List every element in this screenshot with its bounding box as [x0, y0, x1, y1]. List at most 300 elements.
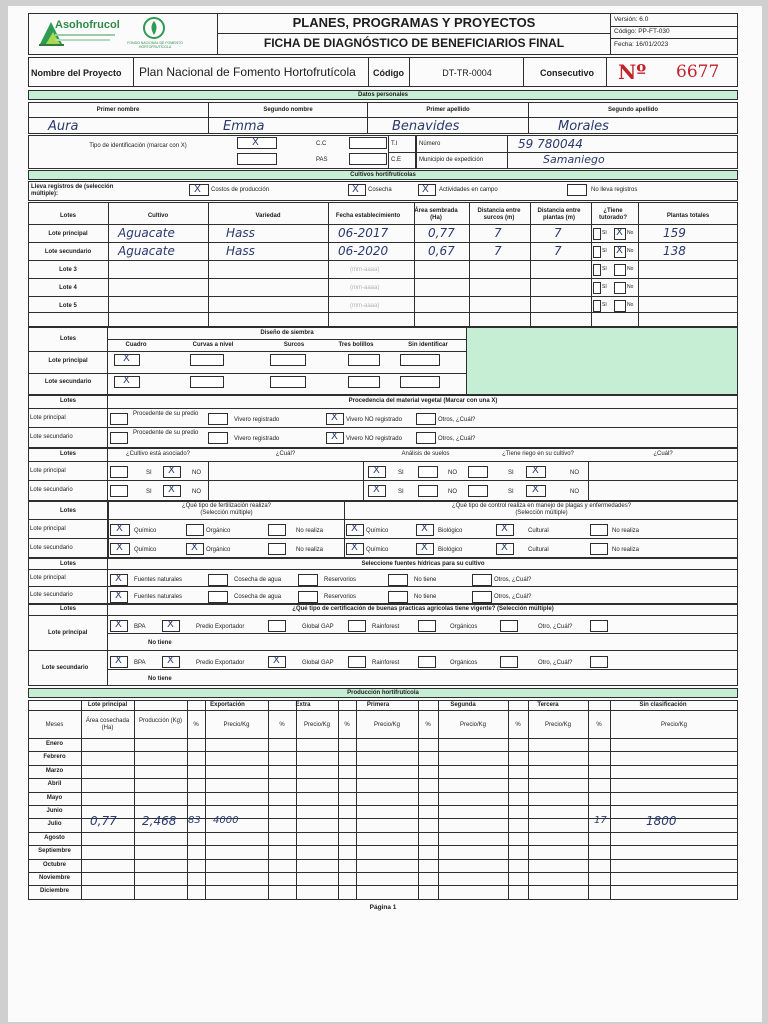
project-label: Nombre del Proyecto	[31, 68, 122, 78]
prod-col-line	[134, 700, 135, 900]
tutor-no-mark: X	[616, 245, 623, 256]
water-lp-reservorios-checkbox[interactable]	[298, 574, 318, 586]
prod-col-line	[338, 700, 339, 900]
prod-precio-header: Precio/Kg	[544, 722, 571, 728]
cert-lp-exportador-mark: X	[167, 619, 174, 630]
prod-header-line	[28, 710, 738, 711]
prod-row-line	[28, 845, 738, 846]
tutor-no-checkbox[interactable]	[614, 264, 626, 276]
cert-lotes-col	[28, 604, 108, 686]
cert-lp-otro-checkbox[interactable]	[590, 620, 608, 632]
first-surname-header: Primer apellido	[426, 107, 470, 113]
prod-header-line	[28, 738, 738, 739]
design-divider	[108, 339, 466, 340]
assoc-si-label: SI	[146, 470, 152, 476]
fert-lotes-label: Lotes	[59, 508, 76, 514]
material-lp-label: Lote principal	[30, 415, 66, 421]
fert-divider	[28, 519, 738, 520]
prod-cat-5: Sin clasificación	[639, 702, 687, 708]
cert-ls-organicos-checkbox[interactable]	[500, 656, 518, 668]
cert-lp-bpa-mark: X	[115, 619, 122, 630]
prod-pct-header: %	[193, 722, 199, 728]
tutor-no-label: No	[627, 284, 634, 290]
crop-fecha-value[interactable]: 06-2017	[338, 226, 389, 240]
pest-lp-quimico-mark: X	[351, 523, 358, 534]
field-activities-mark: X	[422, 184, 429, 195]
prod-row-line	[28, 872, 738, 873]
crops-row-line	[28, 312, 738, 313]
cert-lotes-label: Lotes	[59, 606, 76, 612]
harvest-mark: X	[352, 184, 359, 195]
material-lp-vivero-checkbox[interactable]	[208, 413, 228, 425]
cert-bpa-label: BPA	[134, 624, 146, 630]
crop-area-value[interactable]: 0,67	[428, 244, 455, 258]
crop-plantas-value[interactable]: 138	[663, 244, 686, 258]
pest-biologico-label: Biológico	[438, 547, 463, 553]
material-noreg-label: Vivero NO registrado	[346, 417, 402, 423]
ti-label: T.I	[391, 141, 398, 147]
prod-col-line	[438, 700, 439, 900]
crops-col-line	[638, 202, 639, 327]
prod-month-label: Septiembre	[38, 848, 71, 855]
second-surname-value[interactable]: Morales	[558, 119, 609, 134]
tutor-si-label: SI	[602, 284, 607, 290]
material-otros-label: Otros, ¿Cuál?	[438, 417, 476, 423]
water-divider	[28, 569, 738, 570]
prod-col-line	[205, 700, 206, 900]
design-opt-cuadro: Cuadro	[125, 342, 147, 348]
prod-pct-header: %	[344, 722, 350, 728]
tutor-no-label: No	[627, 266, 634, 272]
prod-month-label: Mayo	[46, 794, 63, 801]
crop-fecha-placeholder: (mm-aaaa)	[350, 303, 380, 309]
julio-sin-pct-value[interactable]: 17	[594, 815, 607, 827]
cert-rainforest-label: Rainforest	[372, 660, 400, 666]
pest-norealiza-label: No realiza	[612, 547, 640, 553]
crops-head-lotes: Lotes	[59, 213, 76, 219]
water-otros-label: Otros, ¿Cuál?	[494, 594, 532, 600]
prod-row-line	[28, 885, 738, 886]
water-naturales-label: Fuentes naturales	[134, 594, 183, 600]
crop-area-value[interactable]: 0,77	[428, 226, 455, 240]
pest-norealiza-label: No realiza	[612, 528, 640, 534]
prod-lp-label: Lote principal	[87, 702, 128, 708]
title-divider	[218, 33, 610, 34]
prod-cat-0: Exportación	[210, 702, 245, 708]
design-ls-opt3-checkbox[interactable]	[270, 376, 306, 388]
cert-divider	[28, 650, 738, 651]
pest-lp-norealiza-checkbox[interactable]	[590, 524, 608, 536]
irr-ls-no-mark: X	[532, 484, 539, 495]
soil-lp-si-mark: X	[373, 465, 380, 476]
material-noreg-label: Vivero NO registrado	[346, 436, 402, 442]
cert-notiene-label: No tiene	[148, 640, 172, 646]
prod-row-line	[28, 805, 738, 806]
id-number-value[interactable]: 59 780044	[518, 137, 583, 151]
number-sign: Nº	[618, 60, 647, 84]
tutor-si-label: SI	[602, 248, 607, 254]
design-lp-opt4-checkbox[interactable]	[348, 354, 380, 366]
julio-area-value[interactable]: 0,77	[90, 814, 117, 829]
prod-month-label: Abril	[47, 781, 62, 788]
crops-head-tutorado: ¿Tiene tutorado?	[599, 208, 627, 221]
irr-si-label: SI	[508, 470, 514, 476]
material-divider	[28, 427, 738, 428]
design-ls-opt5-checkbox[interactable]	[400, 376, 440, 388]
assoc-h5: ¿Cuál?	[653, 451, 673, 457]
prod-col-line	[528, 700, 529, 900]
material-lp-otros-checkbox[interactable]	[416, 413, 436, 425]
fert-quimico-label: Químico	[134, 528, 157, 534]
prod-precio-header: Precio/Kg	[223, 722, 250, 728]
prod-col-line	[356, 700, 357, 900]
costs-mark: X	[194, 184, 201, 195]
prod-pct-header: %	[279, 722, 285, 728]
water-reservorios-label: Reservorios	[324, 594, 357, 600]
assoc-h4: ¿Tiene riego en su cultivo?	[502, 451, 574, 457]
material-divider	[28, 408, 738, 409]
id-type-label: Tipo de identificación (marcar con X)	[89, 143, 187, 149]
consecutive-number: 6677	[676, 62, 720, 82]
no-records-checkbox[interactable]	[567, 184, 587, 196]
first-surname-value[interactable]: Benavides	[392, 119, 460, 134]
crop-lote-label: Lote secundario	[44, 249, 92, 255]
prod-month-label: Julio	[47, 821, 62, 828]
assoc-lotes-label: Lotes	[59, 451, 76, 457]
fund-seal-icon	[143, 16, 165, 40]
tutor-no-checkbox[interactable]	[614, 300, 626, 312]
municipality-value[interactable]: Samaniego	[543, 153, 605, 166]
cert-frame	[28, 604, 738, 686]
pest-lp-biologico-mark: X	[421, 523, 428, 534]
cert-exportador-label: Predio Exportador	[196, 624, 245, 630]
water-lp-otros-checkbox[interactable]	[472, 574, 492, 586]
prod-col-line	[588, 700, 589, 900]
julio-exp-precio-value[interactable]: 4000	[213, 815, 239, 827]
water-otros-label: Otros, ¿Cuál?	[494, 577, 532, 583]
soil-ls-si-mark: X	[373, 484, 380, 495]
soil-lp-no-checkbox[interactable]	[418, 466, 438, 478]
water-ls-label: Lote secundario	[30, 592, 73, 598]
material-lp-predio-checkbox[interactable]	[110, 413, 128, 425]
crops-head-plantas-dist: Distancia entre plantas (m)	[537, 208, 581, 221]
harvest-label: Cosecha	[368, 187, 392, 193]
ti-checkbox[interactable]	[349, 137, 387, 149]
crop-variedad-value[interactable]: Hass	[226, 226, 255, 240]
prod-cat-1: Extra	[295, 702, 311, 708]
water-ls-otros-checkbox[interactable]	[472, 591, 492, 603]
assoc-si-label: SI	[146, 489, 152, 495]
second-name-value[interactable]: Emma	[223, 119, 265, 134]
design-lp-opt2-checkbox[interactable]	[190, 354, 224, 366]
assoc-lp-si-checkbox[interactable]	[110, 466, 128, 478]
fert-quimico-label: Químico	[134, 547, 157, 553]
assoc-h1: ¿Cultivo está asociado?	[125, 451, 191, 457]
pest-lp-cultural-mark: X	[501, 523, 508, 534]
design-ls-opt4-checkbox[interactable]	[348, 376, 380, 388]
water-ls-cosecha-checkbox[interactable]	[208, 591, 228, 603]
fert-ls-norealiza-checkbox[interactable]	[268, 543, 286, 555]
prod-row-line	[28, 832, 738, 833]
material-ls-predio-checkbox[interactable]	[110, 432, 128, 444]
material-vivero-label: Vivero registrado	[234, 417, 280, 423]
crop-fecha-value[interactable]: 06-2020	[338, 244, 389, 258]
fert-ls-quimico-mark: X	[116, 542, 123, 553]
assoc-ls-si-checkbox[interactable]	[110, 485, 128, 497]
prod-cat-3: Segunda	[450, 702, 476, 708]
irr-no-label: NO	[570, 470, 579, 476]
assoc-lp-label: Lote principal	[30, 468, 66, 474]
julio-prod-value[interactable]: 2,468	[142, 814, 177, 829]
fert-divider	[28, 538, 738, 539]
cc-mark: X	[252, 137, 259, 148]
cert-ls-globalgap-mark: X	[273, 655, 280, 666]
water-naturales-label: Fuentes naturales	[134, 577, 183, 583]
tutor-si-checkbox[interactable]	[593, 228, 601, 240]
cert-notiene-label: No tiene	[148, 676, 172, 682]
fert-organico-label: Orgánico	[206, 547, 231, 553]
prod-month-label: Octubre	[42, 861, 66, 868]
material-predio-label: Procedente de su predio	[133, 411, 199, 417]
crop-plantas-value[interactable]: 159	[663, 226, 686, 240]
water-cosecha-label: Cosecha de agua	[234, 594, 282, 600]
crop-lote-label: Lote 5	[59, 303, 77, 309]
irr-lp-si-checkbox[interactable]	[468, 466, 488, 478]
fert-title: ¿Qué tipo de fertilización realiza?	[181, 503, 272, 509]
irr-ls-si-checkbox[interactable]	[468, 485, 488, 497]
design-title: Diseño de siembra	[260, 330, 314, 336]
cert-organicos-label: Orgánicos	[450, 660, 478, 666]
water-notiene-label: No tiene	[414, 594, 437, 600]
prod-col-line	[508, 700, 509, 900]
cert-bpa-label: BPA	[134, 660, 146, 666]
crops-head-fecha: Fecha establecimiento	[335, 213, 401, 219]
water-title: Seleccione fuentes hídricas para su cultivo	[361, 561, 485, 567]
first-name-value[interactable]: Aura	[48, 119, 79, 134]
prod-pct-header: %	[515, 722, 521, 728]
grid-line	[208, 461, 209, 501]
material-ls-otros-checkbox[interactable]	[416, 432, 436, 444]
cert-lp-organicos-checkbox[interactable]	[500, 620, 518, 632]
pest-quimico-label: Químico	[366, 528, 389, 534]
tutor-no-checkbox[interactable]	[614, 282, 626, 294]
tutor-si-label: SI	[602, 302, 607, 308]
fert-lp-norealiza-checkbox[interactable]	[268, 524, 286, 536]
crops-col-line	[108, 202, 109, 327]
design-opt-surcos: Surcos	[283, 342, 305, 348]
assoc-divider	[28, 480, 738, 481]
cc-label: C.C	[316, 141, 327, 147]
crop-cultivo-value[interactable]: Aguacate	[118, 226, 175, 240]
crops-row-line	[28, 260, 738, 261]
irr-lp-no-mark: X	[532, 465, 539, 476]
design-lp-opt5-checkbox[interactable]	[400, 354, 440, 366]
prod-row-line	[28, 778, 738, 779]
water-lotes-label: Lotes	[59, 561, 76, 567]
soil-no-label: NO	[448, 470, 457, 476]
fert-organico-label: Orgánico	[206, 528, 231, 534]
pas-checkbox[interactable]	[237, 153, 277, 165]
cert-organicos-label: Orgánicos	[450, 624, 478, 630]
fert-lp-organico-checkbox[interactable]	[186, 524, 204, 536]
material-title: Procedencia del material vegetal (Marcar con una X)	[348, 398, 498, 404]
design-opt-curvas: Curvas a nivel	[192, 342, 234, 348]
fert-lp-quimico-mark: X	[116, 523, 123, 534]
water-ls-reservorios-checkbox[interactable]	[298, 591, 318, 603]
design-green-filler	[466, 327, 738, 395]
prod-pct-header: %	[596, 722, 602, 728]
crops-head-cultivo: Cultivo	[147, 213, 169, 219]
records-label: Lleva registros de (selección múltiple):	[31, 184, 114, 197]
title-main: PLANES, PROGRAMAS Y PROYECTOS	[292, 15, 536, 30]
tutor-no-label: No	[627, 248, 634, 254]
pest-ls-norealiza-checkbox[interactable]	[590, 543, 608, 555]
water-reservorios-label: Reservorios	[324, 577, 357, 583]
cert-inner-line	[108, 669, 738, 670]
prod-month-label: Agosto	[44, 834, 65, 841]
costs-label: Costos de producción	[211, 187, 270, 193]
water-lp-label: Lote principal	[30, 575, 66, 581]
tutor-si-checkbox[interactable]	[593, 282, 601, 294]
pest-biologico-label: Biológico	[438, 528, 463, 534]
crops-head-variedad: Variedad	[255, 213, 281, 219]
cert-rainforest-label: Rainforest	[372, 624, 400, 630]
cert-lp-globalgap-checkbox[interactable]	[268, 620, 286, 632]
crops-row-line	[28, 242, 738, 243]
tutor-si-label: SI	[602, 266, 607, 272]
assoc-no-label: NO	[192, 489, 201, 495]
fert-norealiza-label: No realiza	[296, 528, 324, 534]
cert-lp-rainforest2-checkbox[interactable]	[418, 620, 436, 632]
project-name: Plan Nacional de Fomento Hortofrutícola	[139, 65, 356, 79]
org-name: Asohofrucol	[55, 19, 120, 31]
form-sheet	[8, 6, 762, 1022]
julio-exp-pct-value[interactable]: 83	[188, 815, 201, 827]
prod-precio-header: Precio/Kg	[303, 722, 330, 728]
material-lp-noreg-mark: X	[331, 412, 338, 423]
design-ls-opt1-mark: X	[123, 375, 130, 386]
design-ls-opt2-checkbox[interactable]	[190, 376, 224, 388]
prod-precio-header: Precio/Kg	[660, 722, 687, 728]
cert-ls-otro-checkbox[interactable]	[590, 656, 608, 668]
version: Versión: 6.0	[614, 16, 649, 23]
water-lp-notiene-checkbox[interactable]	[388, 574, 408, 586]
ce-checkbox[interactable]	[349, 153, 387, 165]
crop-dist-plantas-value[interactable]: 7	[554, 244, 562, 258]
tutor-si-checkbox[interactable]	[593, 264, 601, 276]
water-divider	[28, 586, 738, 587]
prod-col-line	[610, 700, 611, 900]
water-ls-naturales-mark: X	[115, 590, 122, 601]
design-lotes-label: Lotes	[59, 336, 76, 342]
cert-globalgap-label: Global GAP	[302, 660, 334, 666]
prod-row-line	[28, 751, 738, 752]
page-footer: Página 1	[369, 904, 397, 911]
assoc-h2: ¿Cuál?	[275, 451, 296, 457]
water-ls-notiene-checkbox[interactable]	[388, 591, 408, 603]
soil-ls-no-checkbox[interactable]	[418, 485, 438, 497]
cert-ls-rainforest2-checkbox[interactable]	[418, 656, 436, 668]
material-predio-label: Procedente de su predio	[133, 430, 199, 436]
prod-row-line	[28, 765, 738, 766]
pest-title: ¿Qué tipo de control realiza en manejo de plagas y enfermedades?	[451, 503, 632, 509]
tutor-si-label: SI	[602, 230, 607, 236]
crops-head-surcos: Distancia entre surcos (m)	[477, 208, 521, 221]
org-tagline	[55, 34, 115, 36]
prod-month-label: Febrero	[43, 754, 66, 761]
soil-si-label: SI	[398, 489, 404, 495]
crop-cultivo-value[interactable]: Aguacate	[118, 244, 175, 258]
crops-col-line	[208, 202, 209, 327]
ce-label: C.E	[391, 157, 402, 163]
doc-code: Código: PP-FT-030	[614, 28, 670, 35]
pest-ls-cultural-mark: X	[501, 542, 508, 553]
pest-ls-biologico-mark: X	[421, 542, 428, 553]
soil-si-label: SI	[398, 470, 404, 476]
grid-line	[363, 461, 364, 501]
water-notiene-label: No tiene	[414, 577, 437, 583]
design-divider	[28, 351, 466, 352]
design-lp-opt3-checkbox[interactable]	[270, 354, 306, 366]
tutor-si-checkbox[interactable]	[593, 300, 601, 312]
cert-otro-label: Otro, ¿Cuál?	[538, 660, 573, 666]
crop-fecha-placeholder: (mm-aaaa)	[350, 285, 380, 291]
title-sub: FICHA DE DIAGNÓSTICO DE BENEFICIARIOS FINAL	[263, 36, 565, 50]
first-name-header: Primer nombre	[96, 107, 140, 113]
julio-sin-precio-value[interactable]: 1800	[646, 814, 677, 829]
prod-month-label: Junio	[46, 808, 63, 814]
second-name-header: Segundo nombre	[263, 107, 313, 113]
fert-title-note: (Selección múltiple)	[200, 510, 253, 516]
irr-no-label: NO	[570, 489, 579, 495]
soil-no-label: NO	[448, 489, 457, 495]
production-section-title: Producción hortifrutícola	[347, 690, 419, 696]
material-ls-label: Lote secundario	[30, 434, 73, 440]
design-opt-tresbolillos: Tres bolillos	[338, 342, 374, 348]
no-records-label: No lleva registros	[591, 187, 638, 193]
second-surname-header: Segundo apellido	[607, 107, 658, 113]
crop-surcos-value[interactable]: 7	[494, 226, 502, 240]
crops-row-line	[28, 296, 738, 297]
crops-row-line	[28, 278, 738, 279]
pest-cultural-label: Cultural	[528, 547, 549, 553]
prod-col-line	[187, 700, 188, 900]
cert-lp-rainforest-checkbox[interactable]	[348, 620, 366, 632]
project-code: DT-TR-0004	[442, 68, 492, 78]
prod-month-label: Diciembre	[39, 888, 69, 895]
prod-month-label: Noviembre	[38, 875, 70, 881]
material-ls-vivero-checkbox[interactable]	[208, 432, 228, 444]
grid-line	[588, 461, 589, 501]
crop-variedad-value[interactable]: Hass	[226, 244, 255, 258]
personal-section-title: Datos personales	[357, 92, 409, 98]
prod-col-line	[418, 700, 419, 900]
code-label: Código	[373, 68, 404, 78]
cert-divider	[28, 615, 738, 616]
crop-surcos-value[interactable]: 7	[494, 244, 502, 258]
tutor-no-label: No	[627, 302, 634, 308]
prod-precio-header: Precio/Kg	[459, 722, 486, 728]
tutor-si-checkbox[interactable]	[593, 246, 601, 258]
crop-dist-plantas-value[interactable]: 7	[554, 226, 562, 240]
cert-lp-label: Lote principal	[48, 630, 88, 636]
material-otros-label: Otros, ¿Cuál?	[438, 436, 476, 442]
water-lp-cosecha-checkbox[interactable]	[208, 574, 228, 586]
cert-ls-rainforest-checkbox[interactable]	[348, 656, 366, 668]
version-divider	[610, 26, 738, 27]
crop-lote-label: Lote principal	[48, 231, 88, 237]
fert-ls-organico-mark: X	[191, 542, 198, 553]
